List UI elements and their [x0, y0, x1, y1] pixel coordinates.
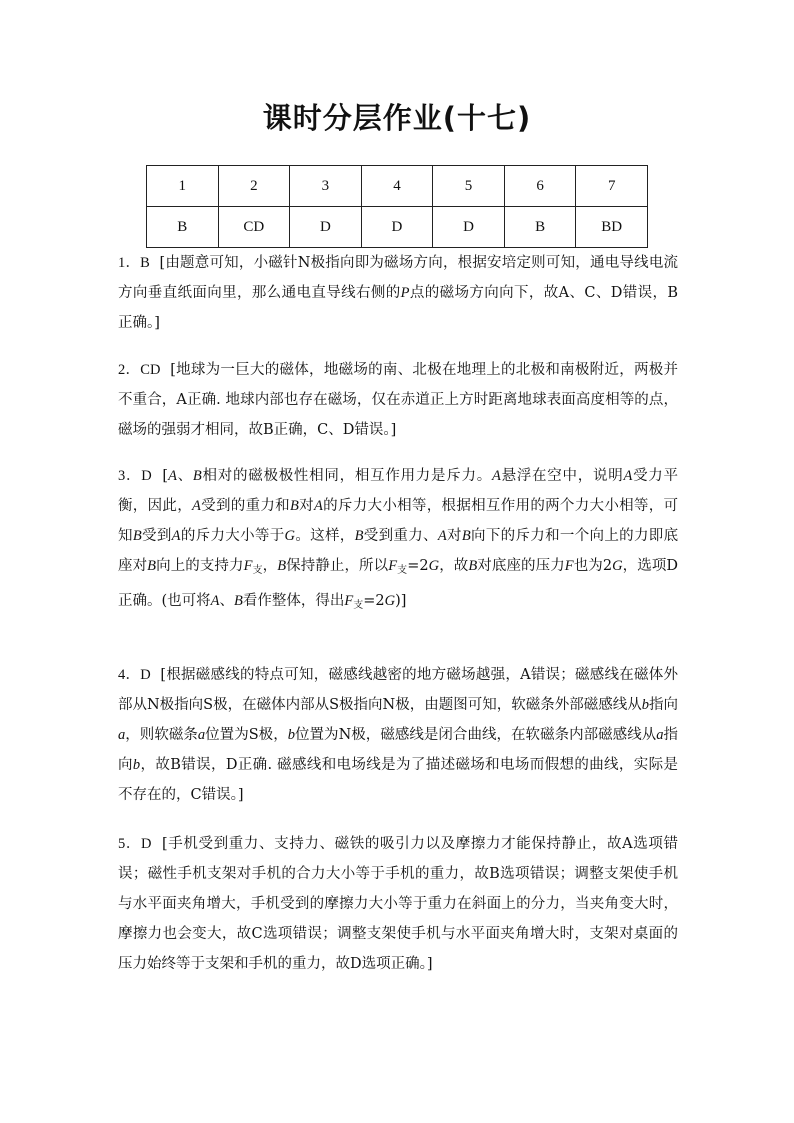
var-B: B: [147, 558, 157, 574]
explanation-text: ，故: [439, 558, 469, 574]
var-G: G: [284, 528, 295, 544]
var-A: A: [168, 468, 177, 484]
explanation-text: 受到: [141, 528, 172, 544]
answer-table-number: 1: [147, 166, 219, 207]
answer-table-number-row: [147, 166, 648, 207]
var-b: b: [641, 697, 649, 713]
var-B: B: [289, 498, 299, 514]
answer-table-answer: D: [361, 207, 433, 248]
answer-table-answer: B: [147, 207, 219, 248]
var-B: B: [468, 558, 478, 574]
answer-table: [146, 165, 648, 248]
explanation-text: ，故B错误，D正确. 磁感线和电场线是为了描述磁场和电场而假想的曲线，实际是不存在的，C错误。]: [118, 757, 679, 803]
explanation-text: 相对的磁极极性相同，相互作用力是斥力。: [201, 468, 492, 484]
explanation-text: 对: [446, 528, 462, 544]
answer-table-number: 2: [218, 166, 290, 207]
explanation-text: 看作整体，得出: [242, 593, 345, 609]
var-B: B: [132, 528, 142, 544]
answer-table-answer: BD: [576, 207, 648, 248]
var-B: B: [277, 558, 287, 574]
explanation-text: =2: [407, 558, 429, 574]
explanation-text: )]: [395, 593, 407, 609]
var-A: A: [491, 468, 501, 484]
var-a: a: [656, 727, 664, 743]
explanation-text: 受到重力、: [363, 528, 438, 544]
explanation-text: 的斥力大小相等，根据相互作用的两个力大小相等，可知: [118, 498, 679, 544]
explanation-text: 位置为S极，: [205, 727, 288, 743]
var-B: B: [234, 593, 243, 609]
answer-table-number: 4: [361, 166, 433, 207]
explanation-text: 也为2: [573, 558, 613, 574]
explanation-text: 、: [219, 593, 235, 609]
var-B: B: [461, 528, 471, 544]
var-A: A: [623, 468, 633, 484]
explanation-1: [118, 248, 678, 338]
explanation-text: 悬浮在空中，说明: [500, 468, 624, 484]
answer-table-answer: D: [433, 207, 505, 248]
var-A: A: [437, 528, 447, 544]
explanation-text: 指向: [649, 697, 678, 713]
explanation-text: [由题意可知，小磁针N极指向即为磁场方向，根据安培定则可知，通电导线电流方向垂直纸面向里，那么通电直导线右侧的: [118, 255, 679, 301]
answer-table-answer: CD: [218, 207, 290, 248]
explanation-text: [根据磁感线的特点可知，磁感线越密的地方磁场越强，A错误；磁感线在磁体外部从N极指向S极，在磁体内部从S极指向N极，由题图可知，软磁条外部磁感线从: [118, 667, 678, 713]
question-number: 5．D: [118, 836, 152, 852]
var-F: F: [388, 558, 398, 574]
explanation-text: 对: [298, 498, 314, 514]
explanation-text: 受到的重力和: [200, 498, 290, 514]
var-G: G: [428, 558, 440, 574]
explanation-text: 位置为N极，磁感线是闭合曲线，在软磁条内部磁感线从: [294, 727, 657, 743]
explanation-text: [: [162, 468, 169, 484]
answer-table-number: 3: [290, 166, 362, 207]
explanation-text: [手机受到重力、支持力、磁铁的吸引力以及摩擦力才能保持静止，故A选项错误；磁性手机支架对手机的合力大小等于手机的重力，故B选项错误；调整支架使手机与水平面夹角增大，手机受到的摩擦力大小等于重力在斜面上的分力，当夹角变大时，摩擦力也会变大，故C选项错误；调整支架使手机与水平面夹角增大时，支架对桌面的压力始终等于支架和手机的重力，故D选项正确。]: [118, 836, 678, 972]
answer-table-answer: D: [290, 207, 362, 248]
question-number: 2．CD: [118, 362, 161, 378]
var-F: F: [344, 593, 354, 609]
answer-table-number: 5: [433, 166, 505, 207]
var-A: A: [192, 498, 201, 514]
explanation-text: 对底座的压力: [477, 558, 565, 574]
explanation-text: ，选项D正确。(也可将: [118, 558, 679, 609]
subscript-zhi: 支: [353, 600, 364, 611]
answer-table-answer: B: [504, 207, 576, 248]
var-b: b: [287, 727, 295, 743]
point-label: P: [400, 285, 410, 301]
explanation-text: 的斥力大小等于: [180, 528, 285, 544]
var-A: A: [210, 593, 220, 609]
var-F: F: [564, 558, 574, 574]
var-F: F: [243, 558, 253, 574]
explanation-text: 点的磁场方向向下，故A、C、D错误，B正确。]: [118, 285, 678, 331]
question-number: 3．D: [118, 468, 152, 484]
question-number: 4．D: [118, 667, 151, 683]
var-A: A: [313, 498, 323, 514]
answer-table-number: 7: [576, 166, 648, 207]
var-B: B: [354, 528, 364, 544]
explanation-text: =2: [363, 593, 385, 609]
explanation-2: [118, 355, 678, 445]
explanation-text: 、: [176, 468, 193, 484]
explanation-text: 受力平衡，因此，: [118, 468, 679, 514]
explanation-text: 保持静止，所以: [286, 558, 389, 574]
explanation-text: 向上的支持力: [156, 558, 244, 574]
explanation-5: [118, 829, 678, 979]
explanation-text: [地球为一巨大的磁体，地磁场的南、北极在地理上的北极和南极附近，两极并不重合，A正确. 地球内部也存在磁场，仅在赤道正上方时距离地球表面高度相等的点，磁场的强弱才相同，故B正确，C、D错误。]: [118, 362, 679, 438]
explanation-4: [118, 660, 678, 810]
subscript-zhi: 支: [252, 565, 263, 576]
answer-table-answer-row: [147, 207, 648, 248]
answer-table-number: 6: [504, 166, 576, 207]
explanation-text: 。这样，: [295, 528, 355, 544]
explanation-3: [118, 461, 678, 621]
var-a: a: [118, 727, 126, 743]
var-A: A: [171, 528, 181, 544]
var-G: G: [384, 593, 396, 609]
question-number: 1．B: [118, 255, 150, 271]
var-a: a: [197, 727, 206, 743]
var-B: B: [192, 468, 202, 484]
page-title: 课时分层作业(十七): [262, 101, 532, 135]
explanation-text: ，: [262, 558, 278, 574]
explanation-text: ，则软磁条: [125, 727, 198, 743]
explanation-text: 指向: [118, 727, 679, 773]
subscript-zhi: 支: [397, 565, 408, 576]
var-G: G: [612, 558, 623, 574]
var-b: b: [132, 757, 141, 773]
explanation-text: 向下的斥力和一个向上的力即底座对: [118, 528, 679, 574]
